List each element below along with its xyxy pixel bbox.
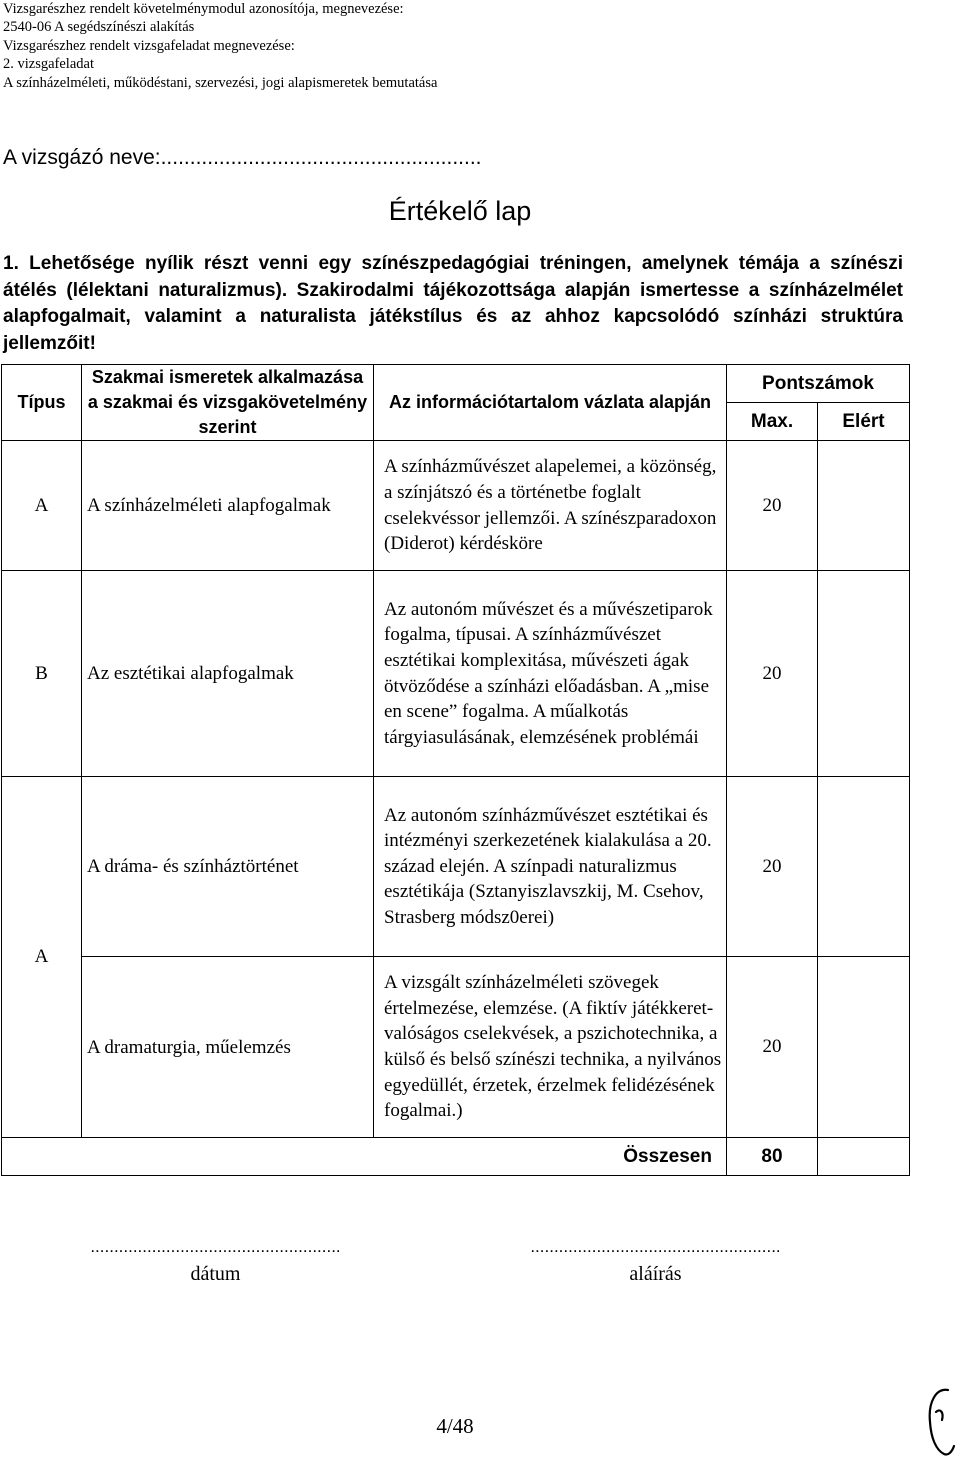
header-task-label: Vizsgarészhez rendelt vizsgafeladat megnevezése: xyxy=(3,37,295,54)
page-number: 4/48 xyxy=(436,1414,474,1438)
header-task-title: A színházelméleti, működéstani, szervezési, jogi alapismeretek bemutatása xyxy=(3,74,438,91)
row-info: A vizsgált színházelméleti szövegek értelmezése, elemzése. (A fiktív játékkeret-valóságos cselekvések, a pszichotechnika, a külső és belső színészi technika, a nyilvános egyedüllét, érzetek, érzelmek felidézésének fogalmai.) xyxy=(374,957,727,1138)
row-info: Az autonóm művészet és a művészetiparok fogalma, típusai. A színházművészet esztétikai komplexitása, művészeti ágak ötvöződése a színházi előadásban. A „mise en scene” fogalma. A műalkotás tárgyiasulásának, elemzésének problémái xyxy=(374,571,727,777)
document-header xyxy=(3,0,437,92)
total-row xyxy=(2,1138,910,1176)
signature-block xyxy=(528,1237,783,1286)
handwritten-mark-icon xyxy=(918,1382,958,1462)
header-knowledge: Szakmai ismeretek alkalmazása a szakmai és vizsgakövetelmény szerint xyxy=(82,365,374,441)
table-row xyxy=(2,777,910,957)
date-label: dátum xyxy=(190,1263,241,1285)
date-signature-block xyxy=(88,1237,343,1286)
header-task-number: 2. vizsgafeladat xyxy=(3,56,94,73)
row-info: Az autonóm színházművészet esztétikai és intézményi szerkezetének kialakulása a 20. század elején. A színpadi naturalizmus esztétikája (Sztanyiszlavszkij, M. Csehov, Strasberg módsz0erei) xyxy=(374,777,727,957)
row-topic: A színházelméleti alapfogalmak xyxy=(82,441,374,571)
total-max: 80 xyxy=(727,1138,818,1176)
signature-line[interactable]: ..................................................... xyxy=(530,1237,781,1256)
row-type: A xyxy=(2,441,82,571)
row-topic: A dramaturgia, műelemzés xyxy=(82,957,374,1138)
row-achieved[interactable] xyxy=(818,777,910,957)
examinee-name-field[interactable]: A vizsgázó neve:....................................................... xyxy=(3,146,482,169)
row-achieved[interactable] xyxy=(818,441,910,571)
row-max: 20 xyxy=(727,957,818,1138)
task-description: 1. Lehetősége nyílik részt venni egy színészpedagógiai tréningen, amelynek témája a színészi átélés (lélektani naturalizmus). Szakirodalmi tájékozottsága alapján ismertesse a színházelmélet alapfogalmait, valamint a naturalista játékstílus és az ahhoz kapcsolódó színházi struktúra jellemzőit! xyxy=(3,253,903,354)
row-max: 20 xyxy=(727,777,818,957)
header-points: Pontszámok xyxy=(727,365,910,403)
table-row xyxy=(2,571,910,777)
header-module-value: 2540-06 A segédszínészi alakítás xyxy=(3,19,195,36)
header-type: Típus xyxy=(2,365,82,441)
evaluation-table xyxy=(1,364,910,1176)
header-module-label: Vizsgarészhez rendelt követelménymodul azonosítója, megnevezése: xyxy=(3,1,404,17)
row-type: A xyxy=(2,777,82,1138)
table-row xyxy=(2,957,910,1138)
total-label: Összesen xyxy=(2,1138,727,1176)
row-info: A színházművészet alapelemei, a közönség, a színjátszó és a történetbe foglalt cselekvéssor jellemzői. A színészparadoxon (Diderot) kérdésköre xyxy=(374,441,727,571)
total-achieved[interactable] xyxy=(818,1138,910,1176)
header-achieved: Elért xyxy=(818,403,910,441)
table-row xyxy=(2,441,910,571)
row-topic: A dráma- és színháztörténet xyxy=(82,777,374,957)
row-topic: Az esztétikai alapfogalmak xyxy=(82,571,374,777)
header-max: Max. xyxy=(727,403,818,441)
row-type: B xyxy=(2,571,82,777)
row-achieved[interactable] xyxy=(818,957,910,1138)
header-outline: Az információtartalom vázlata alapján xyxy=(374,365,727,441)
signature-label: aláírás xyxy=(629,1263,682,1285)
row-achieved[interactable] xyxy=(818,571,910,777)
page-title: Értékelő lap xyxy=(388,196,532,226)
date-line[interactable]: ..................................................... xyxy=(90,1237,341,1256)
row-max: 20 xyxy=(727,571,818,777)
row-max: 20 xyxy=(727,441,818,571)
